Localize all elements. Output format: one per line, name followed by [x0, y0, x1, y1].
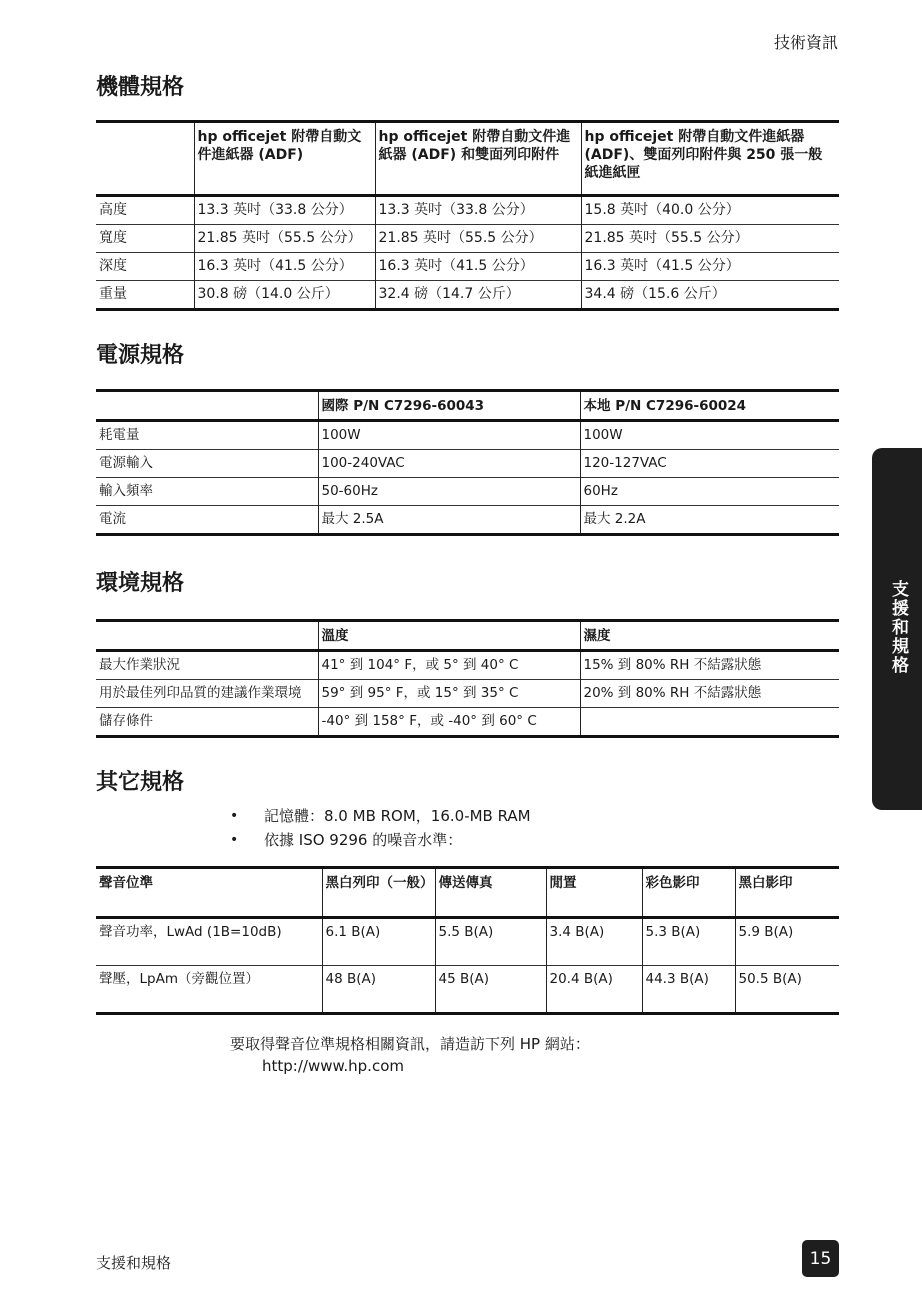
table-row — [96, 196, 839, 225]
column-header: 閒置 — [546, 868, 642, 918]
table-cell: 20% 到 80% RH 不結露狀態 — [580, 680, 839, 708]
table-cell: 13.3 英吋（33.8 公分） — [194, 196, 375, 225]
row-label: 深度 — [96, 253, 194, 281]
footer-section-name: 支援和規格 — [96, 1254, 172, 1272]
row-label: 電流 — [96, 506, 318, 535]
table-row — [96, 450, 839, 478]
column-header: hp officejet 附帶自動文件進紙器 (ADF) — [194, 122, 375, 196]
environment-specs-table — [96, 619, 839, 738]
table-cell: 16.3 英吋（41.5 公分） — [375, 253, 581, 281]
table-row — [96, 708, 839, 737]
table-row — [96, 680, 839, 708]
table-row — [96, 253, 839, 281]
table-cell: 100-240VAC — [318, 450, 580, 478]
table-row — [96, 421, 839, 450]
table-cell: 13.3 英吋（33.8 公分） — [375, 196, 581, 225]
table-cell: 34.4 磅（15.6 公斤） — [581, 281, 839, 310]
table-cell: 6.1 B(A) — [322, 918, 435, 966]
table-cell: 120-127VAC — [580, 450, 839, 478]
row-label: 用於最佳列印品質的建議作業環境 — [96, 680, 318, 708]
page-number: 15 — [802, 1240, 839, 1277]
table-cell: 48 B(A) — [322, 966, 435, 1014]
table-row — [96, 651, 839, 680]
row-label: 耗電量 — [99, 427, 140, 443]
table-cell: -40° 到 158° F，或 -40° 到 60° C — [318, 708, 580, 737]
table-cell: 60Hz — [580, 478, 839, 506]
running-header: 技術資訊 — [773, 33, 838, 52]
other-specs-title: 其它規格 — [96, 770, 185, 795]
table-cell: 20.4 B(A) — [546, 966, 642, 1014]
row-label: 電源輸入 — [96, 450, 318, 478]
footnote-text: 要取得聲音位準規格相關資訊，請造訪下列 HP 網站： — [230, 1035, 590, 1053]
acoustic-table — [96, 866, 839, 1015]
table-row — [96, 918, 839, 966]
table-cell: 3.4 B(A) — [546, 918, 642, 966]
other-specs-list — [230, 804, 531, 852]
row-label: 最大作業狀況 — [99, 657, 180, 673]
column-header: hp officejet 附帶自動文件進紙器 (ADF) 和雙面列印附件 — [375, 122, 581, 196]
column-header: 聲音位準 — [96, 868, 322, 918]
table-cell: 5.9 B(A) — [735, 918, 839, 966]
table-cell: 16.3 英吋（41.5 公分） — [581, 253, 839, 281]
list-item: • 記憶體：8.0 MB ROM，16.0-MB RAM — [230, 804, 531, 828]
table-cell: 21.85 英吋（55.5 公分） — [375, 225, 581, 253]
table-row — [96, 506, 839, 535]
row-label: 聲壓，LpAm（旁觀位置） — [96, 966, 322, 1014]
physical-specs-table — [96, 120, 839, 311]
table-cell: 59° 到 95° F，或 15° 到 35° C — [318, 680, 580, 708]
table-row — [96, 478, 839, 506]
table-cell: 50-60Hz — [318, 478, 580, 506]
row-label: 寬度 — [96, 225, 194, 253]
table-cell: 100W — [580, 421, 839, 450]
side-section-tab — [872, 448, 922, 810]
table-header-row — [96, 621, 839, 651]
table-cell: 15.8 英吋（40.0 公分） — [581, 196, 839, 225]
table-cell: 最大 2.5A — [318, 506, 580, 535]
row-label: 高度 — [99, 202, 127, 218]
table-cell: 21.85 英吋（55.5 公分） — [194, 225, 375, 253]
column-header: 彩色影印 — [642, 868, 735, 918]
hp-website-link[interactable]: http://www.hp.com — [262, 1057, 404, 1075]
column-header: 傳送傳真 — [435, 868, 546, 918]
row-label: 儲存條件 — [96, 708, 318, 737]
table-cell: 最大 2.2A — [580, 506, 839, 535]
table-header-row — [96, 868, 839, 918]
side-tab-label: 支援和規格 — [888, 580, 908, 675]
column-header: 溫度 — [318, 621, 580, 651]
table-header-row — [96, 391, 839, 421]
table-cell: 30.8 磅（14.0 公斤） — [194, 281, 375, 310]
environment-specs-title: 環境規格 — [96, 571, 185, 596]
row-label: 輸入頻率 — [96, 478, 318, 506]
table-cell: 21.85 英吋（55.5 公分） — [581, 225, 839, 253]
column-header — [96, 122, 194, 196]
table-row — [96, 966, 839, 1014]
row-label: 重量 — [96, 281, 194, 310]
table-cell: 50.5 B(A) — [735, 966, 839, 1014]
table-cell: 100W — [318, 421, 580, 450]
power-specs-title: 電源規格 — [96, 343, 185, 368]
list-item: • 依據 ISO 9296 的噪音水準： — [230, 828, 531, 852]
table-cell: 5.5 B(A) — [435, 918, 546, 966]
column-header: 黑白列印（一般） — [322, 868, 435, 918]
table-cell: 5.3 B(A) — [642, 918, 735, 966]
table-header-row — [96, 122, 839, 196]
column-header: 本地 P/N C7296-60024 — [580, 391, 839, 421]
table-row — [96, 225, 839, 253]
column-header: 濕度 — [580, 621, 839, 651]
table-cell — [580, 708, 839, 737]
column-header: hp officejet 附帶自動文件進紙器 (ADF)、雙面列印附件與 250 張一般紙進紙匣 — [581, 122, 839, 196]
physical-specs-title: 機體規格 — [96, 75, 185, 100]
table-cell: 32.4 磅（14.7 公斤） — [375, 281, 581, 310]
table-cell: 15% 到 80% RH 不結露狀態 — [580, 651, 839, 680]
table-cell: 41° 到 104° F，或 5° 到 40° C — [318, 651, 580, 680]
column-header: 黑白影印 — [735, 868, 839, 918]
table-cell: 45 B(A) — [435, 966, 546, 1014]
power-specs-table — [96, 389, 839, 536]
table-cell: 44.3 B(A) — [642, 966, 735, 1014]
table-cell: 16.3 英吋（41.5 公分） — [194, 253, 375, 281]
column-header — [96, 621, 318, 651]
column-header: 國際 P/N C7296-60043 — [318, 391, 580, 421]
row-label: 聲音功率，LwAd (1B=10dB) — [99, 924, 282, 940]
column-header — [96, 391, 318, 421]
acoustic-footnote — [230, 1033, 590, 1077]
table-row — [96, 281, 839, 310]
